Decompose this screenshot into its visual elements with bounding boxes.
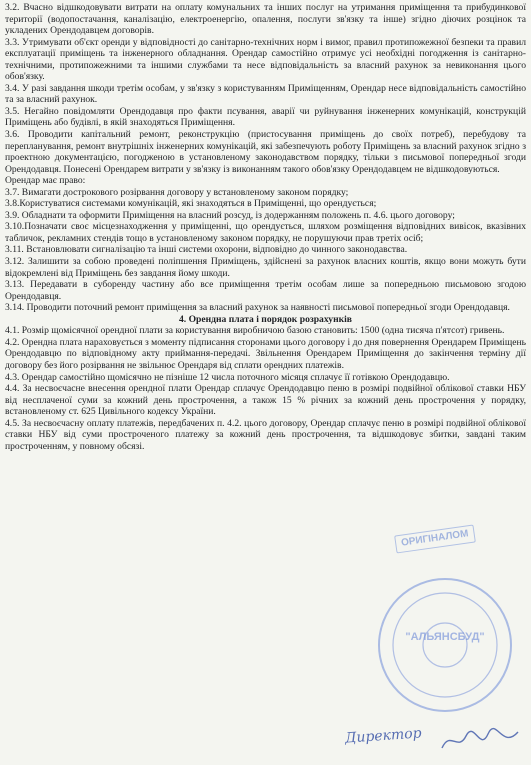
rent-clause-paragraph: 4.2. Орендна плата нараховується з моменту підписання сторонами цього договору і до дня повернення Орендарем Приміщень Орендодавцю по відповідному акту приймання-передачі. Звільнення Орендарем Приміщення до закінчення терміну дії договору без його розірвання не звільнює Орендаря від сплати орендних платежів. bbox=[5, 336, 526, 371]
clause-paragraph: 3.3. Утримувати об'єкт оренди у відповідності до санітарно-технічних норм і вимог, правил протипожежної безпеки та правил експлуатації приміщень та інженерного обладнання. Орендар самостійно отримує усі необхідні погодження із санітарно-технічними, протипожежними та іншими службами та несе відповідальність за власний рахунок за невиконання цього обов'язку. bbox=[5, 36, 526, 83]
clause-paragraph: 3.4. У разі завдання шкоди третім особам, у зв'язку з користуванням Приміщенням, Орендар несе відповідальність самостійно та за власний рахунок. bbox=[5, 82, 526, 106]
rent-clause-paragraph: 4.5. За несвоєчасну оплату платежів, передбачених п. 4.2. цього договору, Орендар сплачує пеню в розмірі подвійної облікової ставки НБУ від суми простроченого платежу за кожний день прострочення, та відшкодовує збитки, завдані таким простроченням, у повному обсязі. bbox=[5, 417, 526, 452]
stamp-original-label: ОРИГІНАЛОМ bbox=[394, 525, 476, 554]
clause-paragraph: Орендар має право: bbox=[5, 175, 86, 187]
clause-paragraph: 3.9. Обладнати та оформити Приміщення на власний розсуд, із додержанням положень п. 4.6. цього договору; bbox=[5, 209, 455, 221]
clause-paragraph: 3.14. Проводити поточний ремонт приміщення за власний рахунок за наявності письмової попередньої згоди Орендодавця. bbox=[5, 302, 510, 314]
clause-paragraph: 3.2. Вчасно відшкодовувати витрати на оплату комунальних та інших послуг на утримання приміщення та прибудинкової території (водопостачання, каналізацію, електроенергію, опалення, послуги зв'язку та інше) згідно діючих розцінок та укладених Орендодавцем договорів. bbox=[5, 2, 526, 37]
official-stamp bbox=[370, 570, 520, 720]
clause-paragraph: 3.5. Негайно повідомляти Орендодавця про факти псування, аварії чи руйнування інженерних комунікацій, конструкцій Приміщень або будівлі, в якій знаходяться Приміщення. bbox=[5, 105, 526, 129]
clause-paragraph: 3.13. Передавати в суборенду частину або все приміщення третім особам лише за попередньою письмовою згодою Орендодавця. bbox=[5, 279, 526, 302]
rent-clause-paragraph: 4.3. Орендар самостійно щомісячно не пізніше 12 числа поточного місяця сплачує її готівкою Орендодавцю. bbox=[5, 371, 450, 383]
clause-paragraph: 3.7. Вимагати дострокового розірвання договору у встановленому законом порядку; bbox=[5, 186, 349, 198]
rent-clause-paragraph: 4.4. За несвоєчасне внесення орендної плати Орендар сплачує Орендодавцю пеню в розмірі подвійної облікової ставки НБУ від несплаченої суми за кожний день прострочення, а також 15 % річних за кожний день прострочення у порядку, встановленому ст. 625 Цивільного кодексу України. bbox=[5, 383, 526, 418]
paragraph-group-obligations-rights bbox=[5, 2, 526, 314]
clause-paragraph: 3.12. Залишити за собою проведені поліпшення Приміщень, здійснені за рахунок власних коштів, якщо вони можуть бути відокремлені від Приміщень без завдання йому шкоди. bbox=[5, 256, 526, 279]
rent-clause-paragraph: 4.1. Розмір щомісячної орендної плати за користування виробничою базою становить: 1500 (одна тисяча п'ятсот) гривень. bbox=[5, 325, 505, 337]
stamp-ring-text: "АЛЬЯНСБУД" bbox=[405, 631, 485, 643]
clause-paragraph: 3.11. Встановлювати сигналізацію та інші системи охорони, відповідно до чинного законодавства. bbox=[5, 244, 408, 256]
clause-paragraph: 3.6. Проводити капітальний ремонт, реконструкцію (пристосування приміщень до своїх потреб), перебудову та перепланування, ремонт внутрішніх інженерних комунікацій, які забезпечують роботу Приміщень за власний рахунок згідно з проектною документацією, погодженою в установленому законодавством порядку, тільки з письмової попередньої згоди Орендодавця. Понесені Орендарем витрати у зв'язку із виконанням такого обов'язку Орендодавцем не відшкодовуються. bbox=[5, 129, 526, 175]
clause-paragraph: 3.10.Позначати своє місцезнаходження у приміщенні, що орендується, шляхом розміщення відповідних вивісок, вказівних табличок, рекламних стендів тощо в установленому законом порядку, не порушуючи прав третіх осіб; bbox=[5, 221, 526, 244]
signature-scribble bbox=[440, 722, 520, 758]
signature-director: Директор bbox=[344, 725, 423, 747]
clause-paragraph: 3.8.Користуватися системами комунікацій, які знаходяться в Приміщенні, що орендується; bbox=[5, 198, 377, 210]
section-heading: 4. Орендна плата і порядок розрахунків bbox=[179, 313, 352, 325]
document-body bbox=[5, 2, 526, 452]
paragraph-group-rent-payment bbox=[5, 325, 526, 452]
